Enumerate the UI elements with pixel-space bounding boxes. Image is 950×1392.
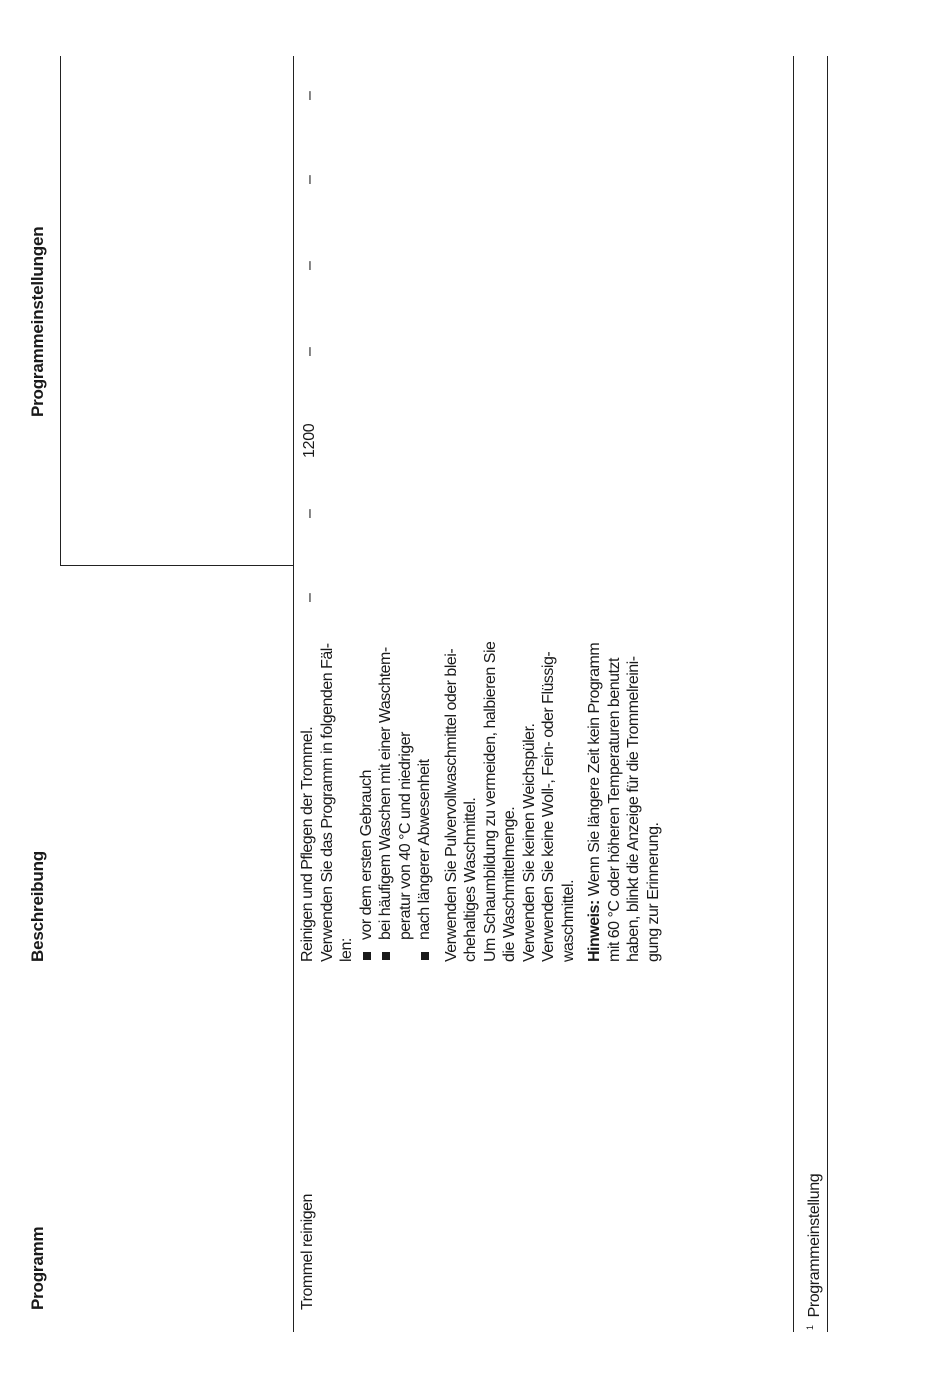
description-line: Verwenden Sie keinen Weichspüler. <box>520 723 538 962</box>
footnote-text: Programmeinstellung <box>806 1173 823 1318</box>
description-line: chehaltiges Waschmittel. <box>462 797 479 962</box>
footnote-marker: 1 <box>805 1325 815 1330</box>
list-item-text: vor dem ersten Gebrauch <box>357 770 375 940</box>
description-line: waschmittel. <box>559 879 577 962</box>
note-text: Wenn Sie längere Zeit kein Programm <box>586 642 603 901</box>
bullet-square-icon <box>382 952 390 960</box>
column-separator <box>60 565 293 566</box>
detergent-paragraph <box>442 402 579 962</box>
header-bottom-rule <box>293 56 294 1332</box>
note-text: haben, blinkt die Anzeige für die Trommelreini- <box>625 656 642 962</box>
description-line: Verwenden Sie das Programm in folgenden Fäl- <box>318 643 336 962</box>
note-label: Hinweis: <box>586 900 603 962</box>
settings-value: – <box>301 91 318 100</box>
description-line: Verwenden Sie Pulvervollwaschmittel oder blei- <box>442 648 460 962</box>
header-settings: Programmeinstellungen <box>28 226 47 417</box>
settings-value: 1200 <box>301 423 318 458</box>
note-paragraph <box>585 402 663 962</box>
description-line: Verwenden Sie keine Woll-, Fein- oder Flüssig- <box>540 651 557 962</box>
description-line: Um Schaumbildung zu vermeiden, halbieren Sie <box>481 641 499 962</box>
table-bottom-rule <box>793 56 794 1332</box>
footnote-rule <box>827 56 828 1332</box>
list-item-text: peratur von 40 °C und niedriger <box>396 732 414 940</box>
bullet-square-icon <box>421 952 429 960</box>
header-program: Programm <box>28 1226 47 1310</box>
list-item-text: bei häufigem Waschen mit einer Waschtem- <box>377 647 394 940</box>
settings-value: – <box>301 175 318 184</box>
usage-list <box>357 402 435 962</box>
description-cell <box>298 402 663 962</box>
note-text: gung zur Erinnerung. <box>644 822 662 962</box>
list-item <box>376 402 415 962</box>
header-top-rule <box>60 56 61 566</box>
settings-value: – <box>301 347 318 356</box>
description-line: len: <box>338 938 355 962</box>
description-line: Reinigen und Pflegen der Trommel. <box>299 726 316 962</box>
list-item-text: nach längerer Abwesenheit <box>416 759 433 940</box>
list-item <box>415 402 435 962</box>
list-item <box>357 402 377 962</box>
bullet-square-icon <box>363 952 371 960</box>
settings-value: – <box>301 509 318 518</box>
header-description: Beschreibung <box>28 851 47 962</box>
footnote <box>801 1174 824 1330</box>
program-name: Trommel reinigen <box>299 1194 316 1310</box>
description-line: die Waschmittelmenge. <box>501 806 518 962</box>
settings-value: – <box>301 261 318 270</box>
note-text: mit 60 °C oder höheren Temperaturen benutzt <box>605 658 623 962</box>
settings-value: – <box>301 593 318 602</box>
